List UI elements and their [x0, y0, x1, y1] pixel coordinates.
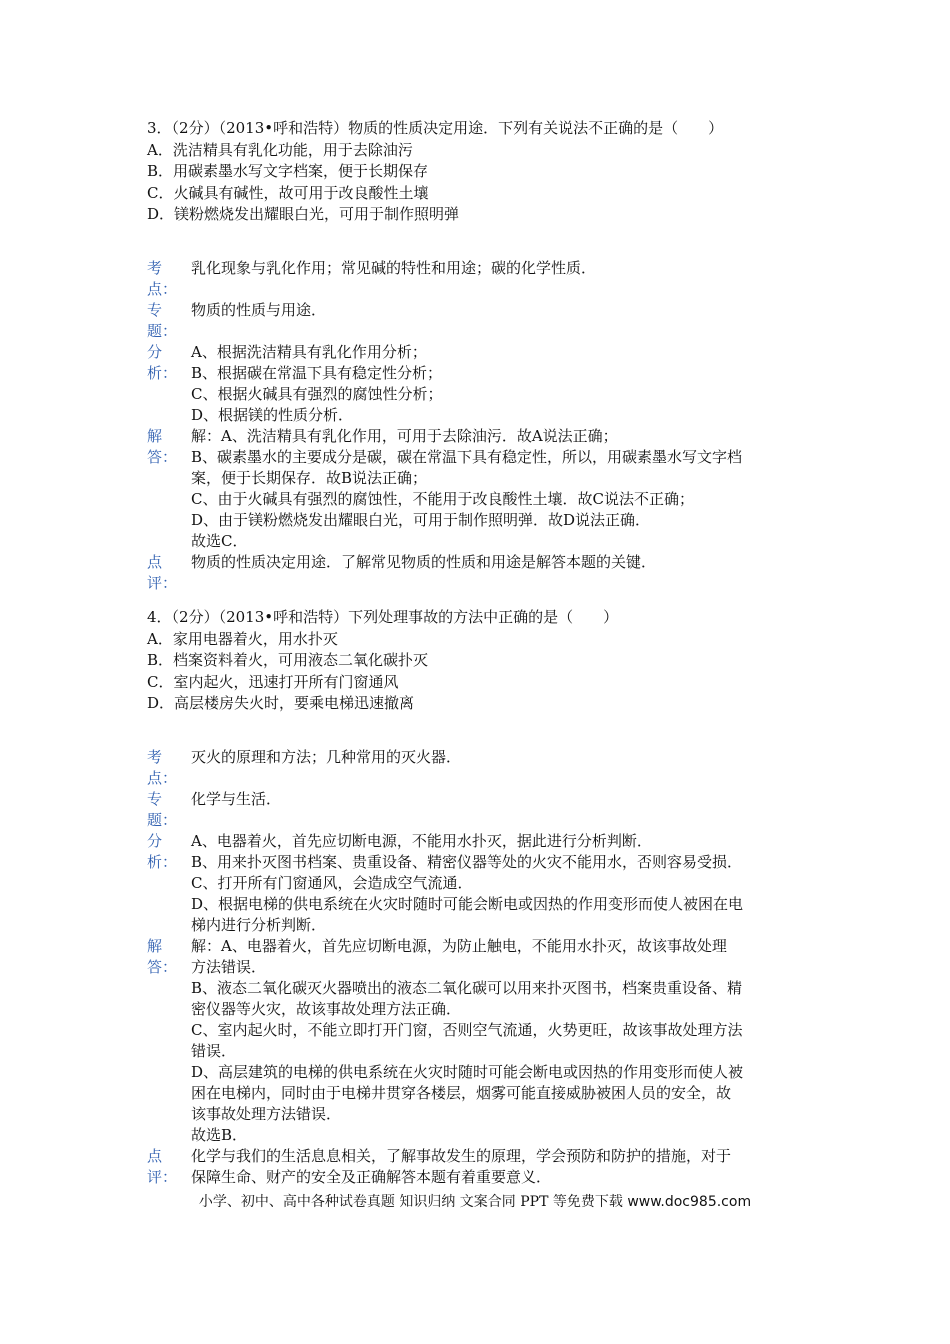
- kaodian-content: 乳化现象与乳化作用；常见碱的特性和用途；碳的化学性质．: [191, 258, 597, 277]
- option-b: B．档案资料着火，可用液态二氧化碳扑灭: [147, 651, 429, 669]
- analysis-block: [147, 258, 817, 594]
- zhuanti-content: 物质的性质与用途．: [191, 300, 327, 319]
- jieda-label: 解 答：: [147, 936, 178, 976]
- question-stem: 4．（2分）（2013•呼和浩特）下列处理事故的方法中正确的是（ ）: [147, 608, 619, 626]
- dianping-content: 化学与我们的生活息息相关，了解事故发生的原理，学会预防和防护的措施，对于 保障生命、财产的安全及正确解答本题有着重要意义．: [191, 1146, 732, 1186]
- question-4: [147, 607, 817, 1188]
- fenxi-content: A、根据洗洁精具有乳化作用分析； B、根据碳在常温下具有稳定性分析； C、根据火碱具有强烈的腐蚀性分析； D、根据镁的性质分析．: [191, 342, 443, 424]
- dianping-label: 点 评：: [147, 1146, 178, 1186]
- zhuanti-content: 化学与生活．: [191, 789, 282, 808]
- jieda-row: [147, 426, 817, 552]
- dianping-row: [147, 552, 817, 594]
- zhuanti-row: [147, 300, 817, 342]
- fenxi-label: 分 析：: [147, 342, 178, 382]
- option-c: C．室内起火，迅速打开所有门窗通风: [147, 672, 399, 691]
- option-c: C．火碱具有碱性，故可用于改良酸性土壤: [147, 183, 429, 202]
- footer-text: 小学、初中、高中各种试卷真题 知识归纳 文案合同 PPT 等免费下载: [198, 1194, 623, 1210]
- page-footer: [0, 1192, 950, 1212]
- kaodian-row: [147, 747, 817, 789]
- zhuanti-label: 专 题：: [147, 300, 178, 340]
- question-stem: 3．（2分）（2013•呼和浩特）物质的性质决定用途．下列有关说法不正确的是（ ）: [147, 119, 724, 137]
- dianping-label: 点 评：: [147, 552, 178, 592]
- option-b: B．用碳素墨水写文字档案，便于长期保存: [147, 162, 429, 180]
- dianping-row: [147, 1146, 817, 1188]
- kaodian-content: 灭火的原理和方法；几种常用的灭火器．: [191, 747, 462, 766]
- option-a: A．洗洁精具有乳化功能，用于去除油污: [147, 140, 413, 159]
- dianping-content: 物质的性质决定用途．了解常见物质的性质和用途是解答本题的关键．: [191, 552, 657, 571]
- zhuanti-label: 专 题：: [147, 789, 178, 829]
- kaodian-label: 考 点：: [147, 258, 178, 298]
- fenxi-content: A、电器着火，首先应切断电源，不能用水扑灭，据此进行分析判断． B、用来扑灭图书档案、贵重设备、精密仪器等处的火灾不能用水，否则容易受损． C、打开所有门窗通风，会造成空气流通． D、根据电梯的供电系统在火灾时随时可能会断电或因热的作用变形而使人被困在电 梯内进行分析判断．: [191, 831, 744, 934]
- jieda-content: 解：A、电器着火，首先应切断电源，为防止触电，不能用水扑灭，故该事故处理 方法错误． B、液态二氧化碳灭火器喷出的液态二氧化碳可以用来扑灭图书，档案贵重设备、精 密仪器等火灾，故该事故处理方法正确． C、室内起火时，不能立即打开门窗，否则空气流通，火势更旺，故该事故处理方法 错误． D、高层建筑的电梯的供电系统在火灾时随时可能会断电或因热的作用变形而使人被 困在电梯内，同时由于电梯井贯穿各楼层，烟雾可能直接威胁被困人员的安全，故 该事故处理方法错误． 故选B．: [191, 936, 744, 1144]
- option-d: D．镁粉燃烧发出耀眼白光，可用于制作照明弹: [147, 205, 460, 223]
- jieda-content: 解：A、洗洁精具有乳化作用，可用于去除油污．故A说法正确； B、碳素墨水的主要成分是碳，碳在常温下具有稳定性，所以，用碳素墨水写文字档 案，便于长期保存．故B说法正确； C、由于火碱具有强烈的腐蚀性，不能用于改良酸性土壤．故C说法不正确； D、由于镁粉燃烧发出耀眼白光，可用于制作照明弹．故D说法正确． 故选C．: [191, 426, 743, 550]
- jieda-row: [147, 936, 817, 1146]
- fenxi-label: 分 析：: [147, 831, 178, 871]
- fenxi-row: [147, 342, 817, 426]
- zhuanti-row: [147, 789, 817, 831]
- kaodian-row: [147, 258, 817, 300]
- option-d: D．高层楼房失火时，要乘电梯迅速撤离: [147, 694, 415, 712]
- fenxi-row: [147, 831, 817, 936]
- footer-site-link[interactable]: www.doc985.com: [627, 1194, 752, 1210]
- option-a: A．家用电器着火，用水扑灭: [147, 629, 338, 648]
- jieda-label: 解 答：: [147, 426, 178, 466]
- question-3: [147, 118, 817, 594]
- kaodian-label: 考 点：: [147, 747, 178, 787]
- analysis-block: [147, 747, 817, 1188]
